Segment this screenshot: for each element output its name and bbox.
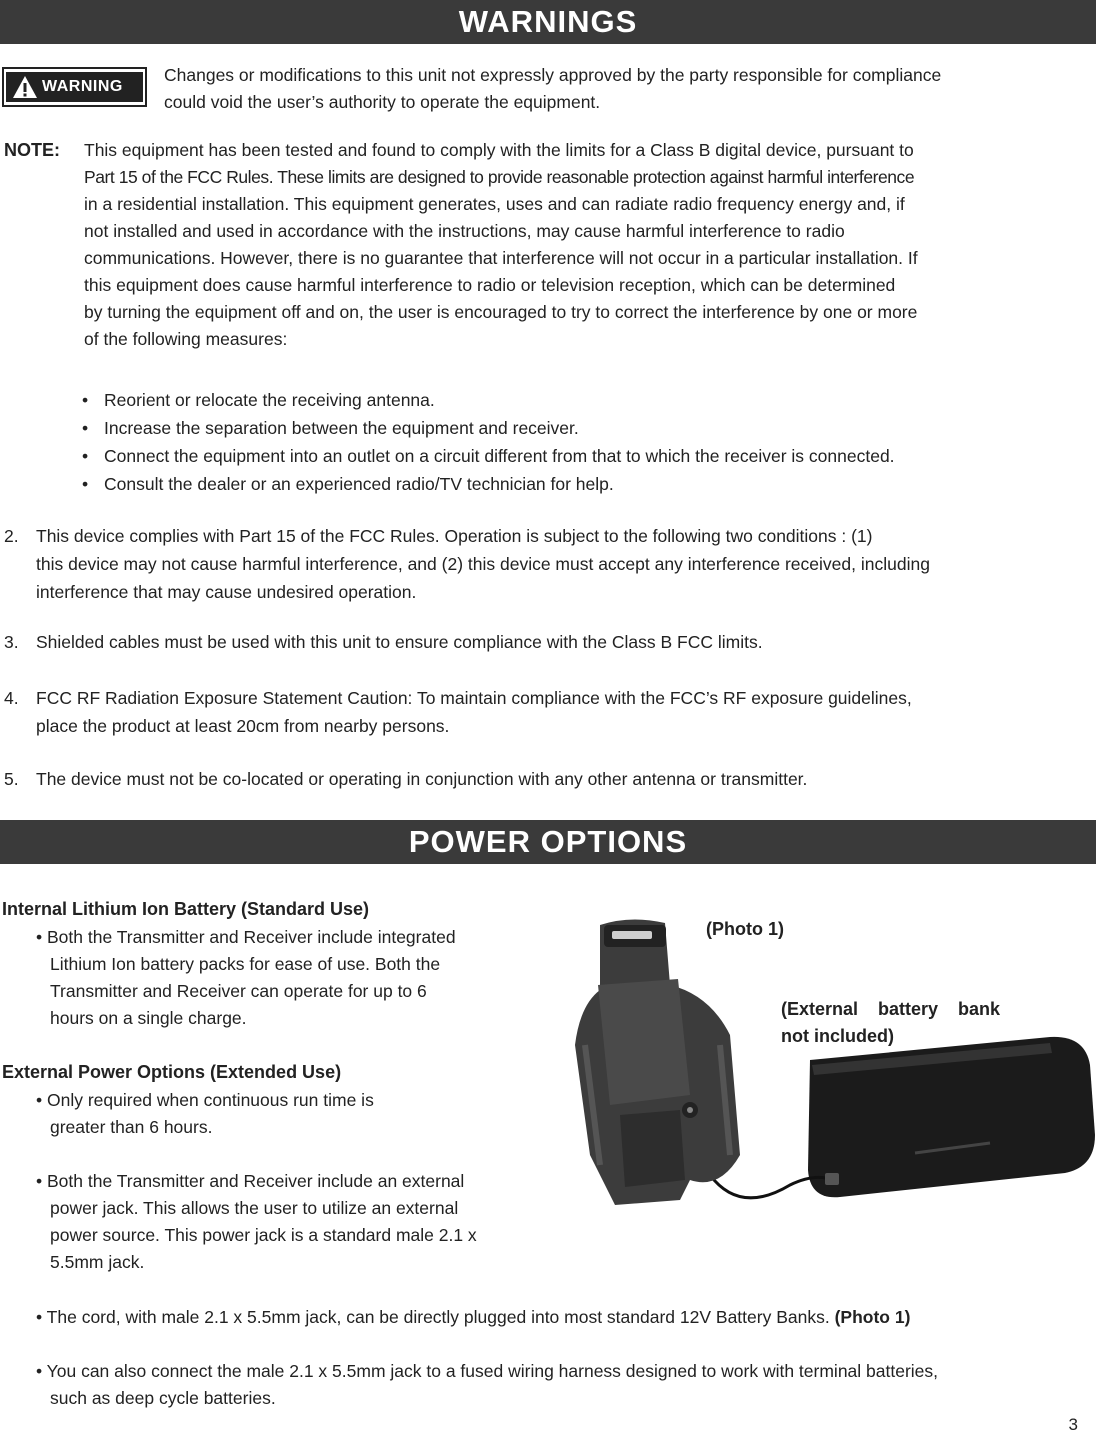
measure-item: • Reorient or relocate the receiving antenna. bbox=[82, 390, 435, 410]
warnings-title: WARNINGS bbox=[458, 4, 638, 39]
note-line: in a residential installation. This equipment generates, uses and can radiate radio frequency energy and, if bbox=[84, 194, 905, 214]
note-line: this equipment does cause harmful interference to radio or television reception, which can be determined bbox=[84, 275, 896, 295]
photo-note-line: not included) bbox=[781, 1026, 894, 1046]
external-line: power jack. This allows the user to utilize an external bbox=[50, 1198, 459, 1218]
item-number: 5. bbox=[4, 769, 19, 789]
measure-item: • Increase the separation between the equipment and receiver. bbox=[82, 418, 579, 438]
power-options-banner bbox=[0, 820, 1096, 864]
measure-item: • Connect the equipment into an outlet on a circuit different from that to which the receiver is connected. bbox=[82, 446, 895, 466]
item-number: 3. bbox=[4, 632, 19, 652]
harness-line: • You can also connect the male 2.1 x 5.5mm jack to a fused wiring harness designed to work with terminal batteries, bbox=[36, 1361, 939, 1381]
warning-triangle-icon bbox=[12, 75, 38, 99]
external-line: power source. This power jack is a standard male 2.1 x bbox=[50, 1225, 477, 1245]
note-line: by turning the equipment off and on, the user is encouraged to try to correct the interference by one or more bbox=[84, 302, 918, 322]
item-line: FCC RF Radiation Exposure Statement Caution: To maintain compliance with the FCC’s RF exposure guidelines, bbox=[36, 688, 912, 708]
warning-badge-label: WARNING bbox=[42, 78, 123, 95]
item-line: place the product at least 20cm from nearby persons. bbox=[36, 716, 450, 736]
measure-item: • Consult the dealer or an experienced radio/TV technician for help. bbox=[82, 474, 614, 494]
warnings-banner bbox=[0, 0, 1096, 44]
power-options-title: POWER OPTIONS bbox=[408, 824, 688, 859]
external-power-heading: External Power Options (Extended Use) bbox=[2, 1062, 342, 1082]
external-line: greater than 6 hours. bbox=[50, 1117, 213, 1137]
product-photo bbox=[570, 915, 1096, 1215]
photo-caption: (Photo 1) bbox=[706, 919, 784, 939]
item-line: The device must not be co-located or operating in conjunction with any other antenna or transmitter. bbox=[36, 769, 808, 789]
note-line: not installed and used in accordance with the instructions, may cause harmful interference to radio bbox=[84, 221, 845, 241]
internal-line: • Both the Transmitter and Receiver include integrated bbox=[36, 927, 456, 947]
external-line: 5.5mm jack. bbox=[50, 1252, 145, 1272]
cord-line: • The cord, with male 2.1 x 5.5mm jack, can be directly plugged into most standard 12V Battery Banks. (Photo 1) bbox=[36, 1307, 911, 1327]
external-line: • Only required when continuous run time is bbox=[36, 1090, 374, 1110]
photo-note-line: (External battery bank bbox=[781, 999, 1001, 1019]
internal-line: Lithium Ion battery packs for ease of use. Both the bbox=[50, 954, 441, 974]
item-line: This device complies with Part 15 of the FCC Rules. Operation is subject to the following two conditions : (1) bbox=[36, 526, 873, 546]
external-line: • Both the Transmitter and Receiver include an external bbox=[36, 1171, 465, 1191]
page-number: 3 bbox=[1068, 1415, 1078, 1434]
note-line: Part 15 of the FCC Rules. These limits are designed to provide reasonable protection against harmful interference bbox=[84, 167, 915, 187]
battery-bank-image bbox=[808, 1037, 1095, 1197]
item-line: Shielded cables must be used with this unit to ensure compliance with the Class B FCC limits. bbox=[36, 632, 763, 652]
item-number: 2. bbox=[4, 526, 19, 546]
warning-text-line-2: could void the user’s authority to operate the equipment. bbox=[164, 92, 601, 112]
internal-line: Transmitter and Receiver can operate for up to 6 bbox=[50, 981, 427, 1001]
warning-badge bbox=[2, 67, 147, 107]
receiver-unit-image bbox=[575, 919, 740, 1205]
note-line: of the following measures: bbox=[84, 329, 288, 349]
item-number: 4. bbox=[4, 688, 19, 708]
item-line: this device may not cause harmful interference, and (2) this device must accept any interference received, including bbox=[36, 554, 930, 574]
photo-reference: (Photo 1) bbox=[834, 1307, 911, 1327]
warning-text-line-1: Changes or modifications to this unit not expressly approved by the party responsible for compliance bbox=[164, 65, 942, 85]
note-label: NOTE: bbox=[4, 140, 60, 160]
note-line: This equipment has been tested and found to comply with the limits for a Class B digital device, pursuant to bbox=[84, 140, 914, 160]
internal-line: hours on a single charge. bbox=[50, 1008, 247, 1028]
item-line: interference that may cause undesired operation. bbox=[36, 582, 417, 602]
note-line: communications. However, there is no guarantee that interference will not occur in a particular installation. If bbox=[84, 248, 918, 268]
harness-line: such as deep cycle batteries. bbox=[50, 1388, 276, 1408]
internal-battery-heading: Internal Lithium Ion Battery (Standard Use) bbox=[2, 899, 370, 919]
